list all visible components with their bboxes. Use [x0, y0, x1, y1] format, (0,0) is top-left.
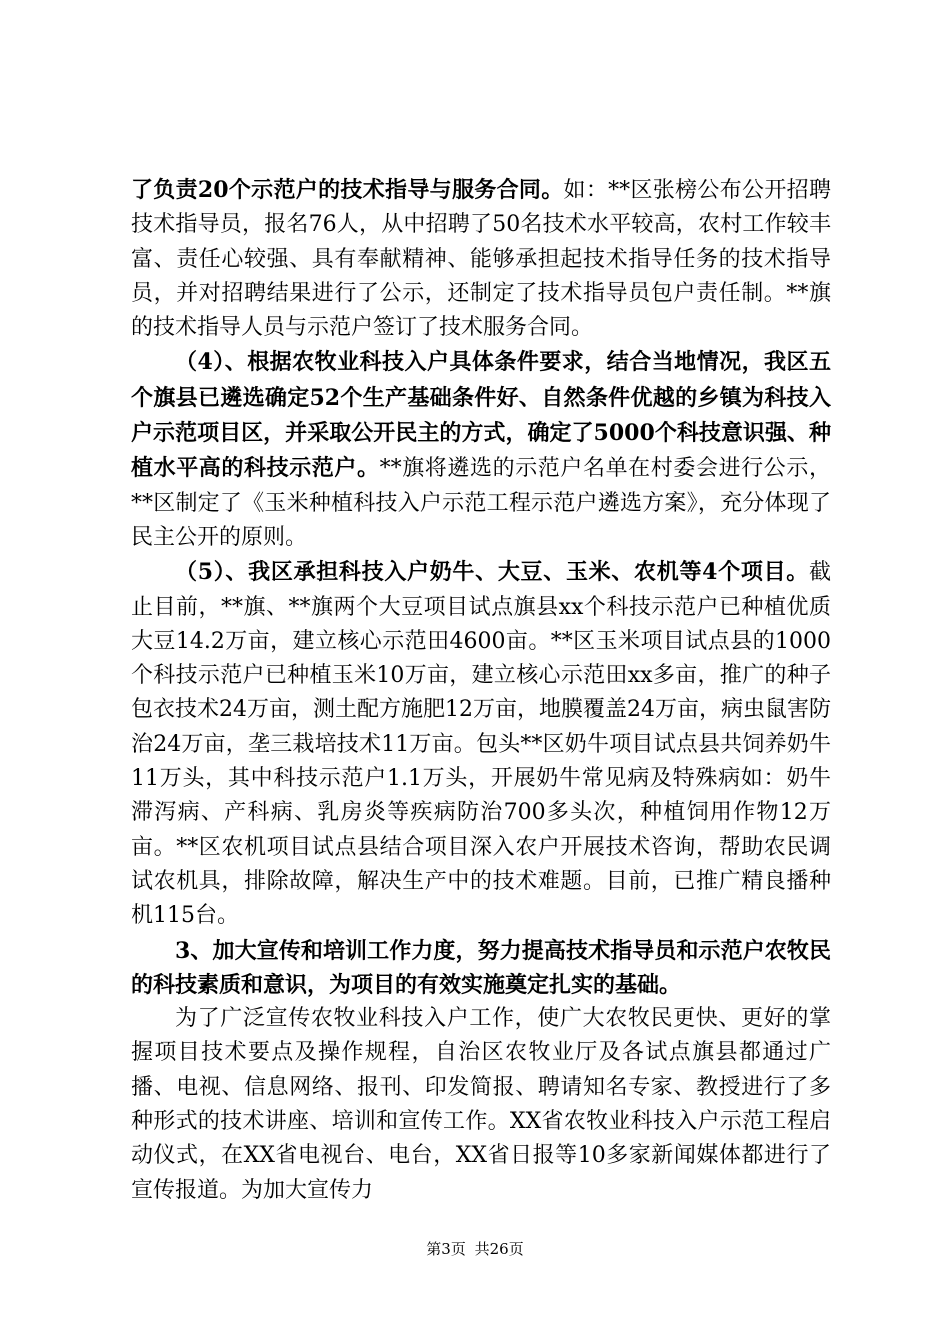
- paragraph-text: 截止目前，**旗、**旗两个大豆项目试点旗县xx个科技示范户已种植优质大豆14.2万亩，建立核心示范田4600亩。**区玉米项目试点县的1000个科技示范户已种植玉米10万亩，建立核心示范田xx多亩，推广的种子包衣技术24万亩，测土配方施肥12万亩，地膜覆盖24万亩，病虫鼠害防治24万亩，垄三栽培技术11万亩。包头**区奶牛项目试点县共饲养奶牛11万头，其中科技示范户1.1万头，开展奶牛常见病及特殊病如：奶牛滞泻病、产科病、乳房炎等疾病防治700多头次，种植饲用作物12万亩。**区农机项目试点县结合项目深入农户开展技术咨询，帮助农民调试农机具，排除故障，解决生产中的技术难题。目前，已推广精良播种机115台。: [131, 560, 831, 929]
- paragraph-publicity: 为了广泛宣传农牧业科技入户工作，使广大农牧民更快、更好的掌握项目技术要点及操作规程，自治区农牧业厅及各试点旗县都通过广播、电视、信息网络、报刊、印发简报、聘请知名专家、教授进行了多种形式的技术讲座、培训和宣传工作。XX省农牧业科技入户示范工程启动仪式，在XX省电视台、电台，XX省日报等10多家新闻媒体都进行了宣传报道。为加大宣传力: [131, 1006, 831, 1203]
- section-heading-3: 3、加大宣传和培训工作力度，努力提高技术指导员和示范户农牧民的科技素质和意识，为项目的有效实施奠定扎实的基础。: [131, 937, 831, 998]
- paragraph-contract: [131, 173, 831, 345]
- paragraph-item-5: [131, 555, 831, 933]
- paragraph-bold-lead: （5）、我区承担科技入户奶牛、大豆、玉米、农机等4个项目。: [175, 559, 809, 586]
- paragraph-bold-lead: （4）、根据农牧业科技入户具体条件要求，结合当地情况，我区五个旗县已遴选确定52个生产基础条件好、自然条件优越的乡镇为科技入户示范项目区，并采取公开民主的方式，确定了5000个科技意识强、种植水平高的科技示范户。: [131, 349, 831, 482]
- paragraph-item-4: [131, 345, 831, 555]
- page-total: 共26页: [474, 1240, 524, 1258]
- paragraph-text: **旗将遴选的示范户名单在村委会进行公示，**区制定了《玉米种植科技入户示范工程示范户遴选方案》，充分体现了民主公开的原则。: [131, 456, 831, 550]
- paragraph-text: 如：**区张榜公布公开招聘技术指导员，报名76人，从中招聘了50名技术水平较高，农村工作较丰富、责任心较强、具有奉献精神、能够承担起技术指导任务的技术指导员，并对招聘结果进行了公示，还制定了技术指导员包户责任制。**旗的技术指导人员与示范户签订了技术服务合同。: [131, 178, 831, 341]
- page-footer: [0, 1238, 950, 1259]
- page-number: 第3页: [426, 1240, 466, 1258]
- document-body: [131, 173, 831, 1208]
- paragraph-bold-lead: 了负责20个示范户的技术指导与服务合同。: [131, 177, 564, 203]
